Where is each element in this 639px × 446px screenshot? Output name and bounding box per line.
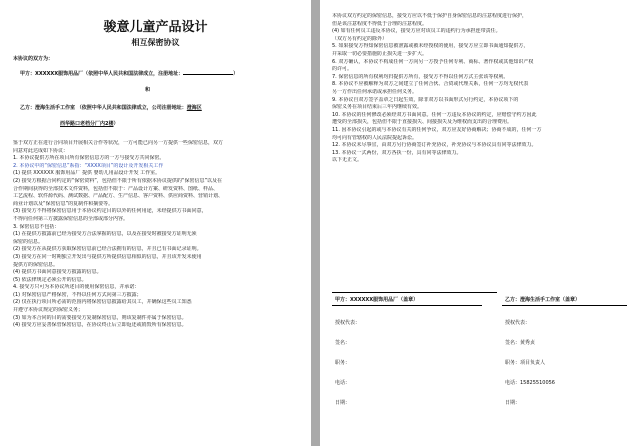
page2-body-line: （双方另有约定的除外）	[332, 35, 388, 42]
signature-left-line: 签名：	[335, 340, 351, 346]
page1-body-line: 提供方的保密信息。	[13, 261, 59, 268]
document-subtitle: 相互保密协议	[131, 38, 180, 47]
page2-body-line: 均可向有管辖权的人民法院提起诉讼。	[332, 134, 418, 141]
document-page-1	[0, 0, 311, 446]
party-b-line-2	[60, 121, 119, 127]
page2-body-line: 的许可。	[332, 66, 353, 73]
signature-right-line: 电话：15825510056	[505, 380, 555, 386]
signature-right-line: 日期：	[505, 400, 521, 406]
page2-body-line: 8. 本协议不应被解释为双方之间建立了任何合伙、合资或代理关系，任何一方均无权代表	[332, 81, 529, 88]
page2-body-line: 遭受的全部损失，包括但不限于直接损失、间接损失及为维权而支出的合理费用。	[332, 119, 513, 126]
party-b-addr2: 西华路口老档分厂内2楼	[60, 121, 114, 127]
party-b-line	[20, 105, 202, 111]
signature-left-title: 甲方：XXXXXX服饰用品厂（盖章）	[335, 297, 419, 303]
party-b-text: 乙方：澄海生活手工作室 （依照中华人民共和国法律成立，公司注册地址：	[20, 105, 187, 111]
page2-body-line: 并采取一切必要措施防止损失进一步扩大。	[332, 50, 428, 57]
page1-body-line: (4) 提供方书面同意接受方披露的信息。	[13, 269, 102, 276]
page1-body-line: 合作期间获得的全部技术文件资料，包括但不限于：产品设计方案、研发资料、图纸、样品、	[13, 185, 219, 192]
page2-body-line: (4) 如有任何员工违反本协议，接受方应对该员工的违约行为承担连带责任。	[332, 28, 501, 35]
party-b-addr: 澄海区	[186, 105, 202, 111]
page1-body-line: 4. 接受方只可为本协议所述目的使用保密信息，并承诺：	[13, 284, 140, 291]
page1-body-line: (3) 接受方不得将保密信息用于本协议约定目的以外的任何用途，未经提供方书面同意，	[13, 208, 207, 215]
page1-body-line: (1) 在提供方披露前已经为接受方合法掌握的信息，以及在接受时被接受方证明无须	[13, 231, 197, 238]
signature-left-rule	[332, 305, 482, 306]
page2-body	[332, 13, 632, 165]
page2-body-line: 5. 如果接受方得知保密信息被泄露或被未经授权的使用，接受方应立即书面通知提供方，	[332, 43, 529, 50]
page1-body-line: 不得向任何第三方披露保密信息的全部或部分内容。	[13, 215, 129, 222]
page2-body-line: 另一方作出任何承诺或承担任何义务。	[332, 88, 418, 95]
page1-body-line: 同意对此达成如下协议：	[13, 147, 69, 154]
signature-right-line: 授权代表：	[505, 320, 531, 326]
party-a-text: 甲方：XXXXXX服饰用品厂（依照中华人民共和国法律成立，注册地址：	[20, 71, 184, 77]
signature-right-block	[505, 313, 555, 413]
page1-body-line: (2) 接受方根据合同约定的“保密资料”，包括但不限于所有依据本协议提供的“保密信息”以及在	[13, 177, 223, 184]
signature-right-rule	[502, 305, 627, 306]
page1-body-line: 保密的信息。	[13, 238, 44, 245]
page2-body-line: 6. 双方确认，本协议不构成任何一方向另一方授予任何专利、商标、著作权或其他知识产权	[332, 58, 534, 65]
party-b-end: ）	[113, 121, 119, 127]
page2-body-line: 10. 本协议的任何修改必须经双方书面同意。任何一方违反本协议的约定，应赔偿守约方因此	[332, 111, 537, 118]
divider	[332, 292, 497, 293]
document-title: 骏意儿童产品设计	[103, 20, 208, 35]
page2-body-line: 13. 本协议一式两份，双方各执一份，具有同等法律效力。	[332, 149, 462, 156]
and-label: 和	[145, 87, 151, 93]
signature-right-title: 乙方：澄海生活手工作室（盖章）	[505, 297, 581, 303]
page1-body-line: 2. 本协议中的“保密信息”系指：“XXXX项目”的设计及开发相关工作	[13, 162, 164, 169]
signature-left-line: 职务：	[335, 360, 351, 366]
signature-left-line: 日期：	[335, 400, 351, 406]
page1-body-line: (2) 接受方在从提供方获取保密信息前已经合法拥有的信息，并且已有书面记录证明。	[13, 246, 202, 253]
page2-body-line: 12. 本协议未尽事宜，由双方另行协商签订补充协议，补充协议与本协议具有同等法律效力。	[332, 142, 537, 149]
party-a-line	[20, 70, 238, 77]
page1-body-line: (2) 仅在执行项目所必需的范围内将保密信息披露给其员工，并确保这些员工知悉	[13, 299, 192, 306]
page1-body-line: 3. 保密信息不包括：	[13, 223, 60, 230]
signature-right-line: 职务：项目负责人	[505, 360, 546, 366]
page2-body-line: 以下无正文。	[332, 157, 363, 164]
party-a-end: ）	[233, 71, 239, 77]
page2-body-line: 本协议双方约定的保密信息，接受方应以不低于保护自身保密信息的注意程度进行保护，	[332, 13, 528, 19]
page1-body-line: (5) 依法律规定必须公开的信息。	[13, 276, 87, 283]
page1-body-line: (1) 提供 XXXXXX 服饰用品厂 提供 婴幼儿用品设计开发 工作室。	[13, 170, 161, 177]
signature-left-block	[335, 313, 360, 413]
page1-body-line: 鉴于双方正在进行合同项目开展相关合作等状况，一方可能已向另一方提供一些保密信息，双方	[13, 140, 224, 146]
party-a-blank	[183, 70, 233, 75]
page2-body-line: 但是该注意程度不得低于合理的注意程度。	[332, 20, 428, 27]
page1-body-line: (1) 对保密信息严格保密，不得以任何方式向第三方披露；	[13, 291, 142, 298]
signature-left-line: 电话：	[335, 380, 351, 386]
parties-heading: 本协议的双方为：	[13, 56, 54, 62]
signature-left-line: 授权代表：	[335, 320, 361, 326]
page2-body-line: 保密义务在项目结束后三年内继续有效。	[332, 104, 423, 111]
document-page-2	[320, 0, 639, 446]
signature-right-line: 签名：黄秀贞	[505, 340, 536, 346]
page1-body-line: 并遵守本协议规定的保密义务；	[13, 307, 84, 314]
page2-body-line: 7. 保密信息的所有权利均归提供方所有，接受方不得以任何方式主张该等权利。	[332, 73, 509, 80]
page2-body-line: 11. 因本协议引起的或与本协议有关的任何争议，双方应友好协商解决；协商不成的，任何一方	[332, 126, 542, 133]
page1-body-line: 1. 本协议提供方所在项目所有保密信息方的一方与接受方共同保密。	[13, 155, 165, 162]
page2-body-line: 9. 本协议自双方签字盖章之日起生效，除非双方以书面形式另行约定，本协议项下的	[332, 96, 519, 103]
page1-body-line: (4) 接受方应妥善保管保密信息，在协议终止后立即返还或销毁所有保密信息。	[13, 322, 187, 329]
page1-body-line: 商业计划以及“保密信息”的复制件和摘要等。	[13, 200, 114, 207]
page1-body-line: (3) 接受方在同一时期独立开发出与提供方所提供信息相似的信息，并且该开发未使用	[13, 253, 202, 260]
page1-body-line: 工艺流程、软件源代码、测试数据、产品配方、生产信息、客户资料、供应商资料、营销计划、	[13, 193, 224, 200]
page1-body-line: (3) 如为本合同的目的需要接受方复制保密信息，则该复制件亦属于保密信息。	[13, 314, 187, 321]
page1-body	[13, 140, 303, 330]
